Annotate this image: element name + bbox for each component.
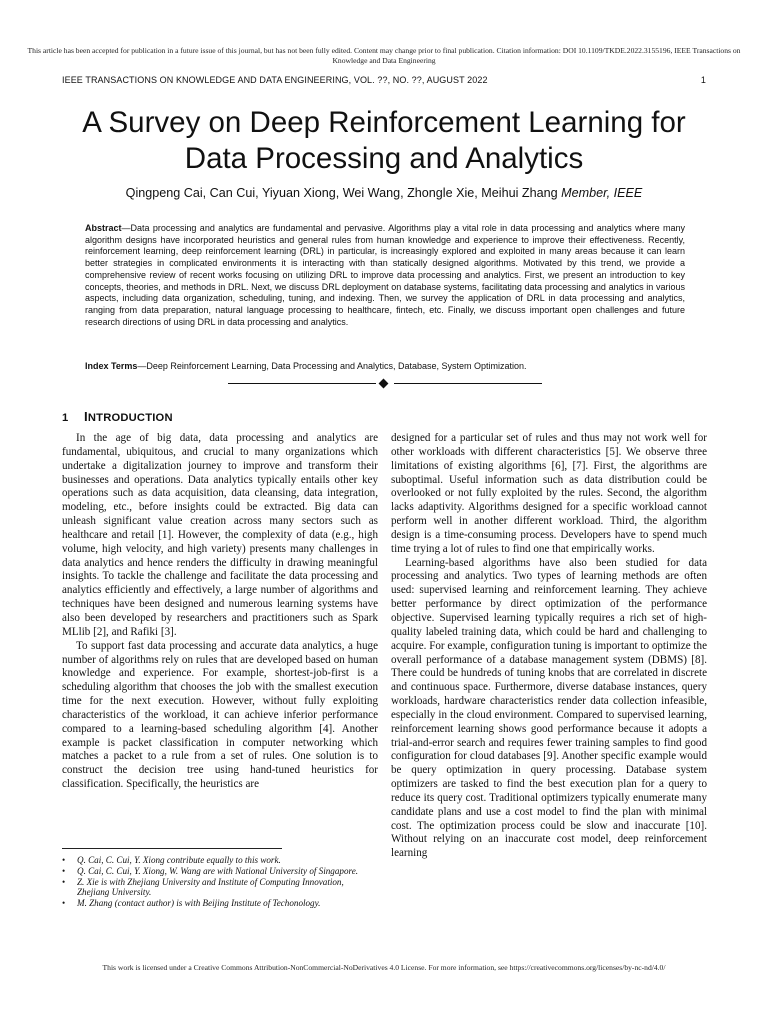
- author-role: Member, IEEE: [561, 186, 643, 200]
- footnote-item: • Z. Xie is with Zhejiang University and Institute of Computing Innovation, Zhejiang University.: [62, 877, 378, 899]
- right-column: [391, 432, 707, 861]
- paragraph: In the age of big data, data processing and analytics are fundamental, ubiquitous, and crucial to many organizations which undertake a digitalization journey to improve and transform their businesses and operations. Data analytics typically entails other key operations such as data acquisition, data cleansing, data integration, modeling, etc., before insights could be extracted. Big data can unleash significant value creation across many sectors such as healthcare and retail [1]. However, the complexity of data (e.g., high volume, high velocity, and high variety) presents many challenges in data analytics and hence renders the difficulty in drawing meaningful insights. To tackle the challenge and facilitate the data processing and analytics efficiently and effectively, a large number of algorithms and techniques have been designed and numerous learning systems have also been developed by researchers and practitioners such as Spark MLlib [2], and Rafiki [3].: [62, 432, 378, 638]
- divider-line-right: [394, 383, 542, 384]
- section-heading: [62, 409, 173, 424]
- title-line-1: A Survey on Deep Reinforcement Learning for: [82, 106, 686, 139]
- footnotes: [62, 855, 378, 909]
- left-column: [62, 432, 378, 792]
- footnote-item: • Q. Cai, C. Cui, Y. Xiong, W. Wang are with National University of Singapore.: [62, 866, 378, 877]
- paper-title: [40, 105, 728, 177]
- page-number: 1: [700, 75, 706, 85]
- paragraph: To support fast data processing and accurate data analytics, a huge number of algorithms rely on rules that are developed based on human knowledge and experience. For example, shortest-job-first is a scheduling algorithm that chooses the job with the smallest execution time for the next execution. However, without fully exploiting characteristics of the workload, it can achieve inferior performance compared to a learning-based scheduling algorithm [4]. Another example is packet classification in computer networking which matches a packet to a rule from a set of rules. One solution is to construct the decision tree using hand-tuned heuristics for classification. Specifically, the heuristics are: [62, 639, 378, 791]
- running-head: [62, 75, 706, 85]
- abstract-text: —Data processing and analytics are fundamental and pervasive. Algorithms play a vital role in data processing and analytics where many algorithm designs have incorporated heuristics and general rules from human knowledge and experience to improve their effectiveness. Recently, reinforcement learning, deep reinforcement learning (DRL) in particular, is increasingly explored and exploited in many areas because it can learn better strategies in complicated environments it is interacting with than statically designed algorithms. Motivated by this trend, we provide a comprehensive review of recent works focusing on utilizing DRL to improve data processing and analytics. First, we present an introduction to key concepts, theories, and methods in DRL. Next, we discuss DRL deployment on database systems, facilitating data processing and analytics in various aspects, including data organization, scheduling, tuning, and indexing. Then, we survey the application of DRL in data processing and analytics, ranging from data preparation, natural language processing to healthcare, fintech, etc. Finally, we discuss important open challenges and future research directions of using DRL in data processing and analytics.: [85, 223, 685, 327]
- diamond-icon: [379, 379, 389, 389]
- index-terms-text: —Deep Reinforcement Learning, Data Processing and Analytics, Database, System Optimization.: [137, 361, 527, 371]
- journal-header: IEEE TRANSACTIONS ON KNOWLEDGE AND DATA ENGINEERING, VOL. ??, NO. ??, AUGUST 2022: [62, 75, 488, 85]
- publication-notice: This article has been accepted for publication in a future issue of this journal, but has not been fully edited. Content may change prior to final publication. Citation information: DOI 10.1109/TKDE.2022.3155196, IEEE Transactions on Knowledge and Data Engineering: [27, 46, 741, 65]
- abstract-label: Abstract: [85, 223, 122, 233]
- footnote-item: • M. Zhang (contact author) is with Beijing Institute of Techonology.: [62, 898, 378, 909]
- section-divider: [228, 377, 542, 391]
- section-title-rest: NTRODUCTION: [87, 412, 173, 424]
- footnote-rule: [62, 848, 282, 849]
- section-number: 1: [62, 412, 69, 424]
- license-notice: This work is licensed under a Creative Commons Attribution-NonCommercial-NoDerivatives 4.0 License. For more information, see https://creativecommons.org/licenses/by-nc-nd/4.0/: [102, 963, 666, 972]
- index-terms-label: Index Terms: [85, 361, 138, 371]
- paragraph: Learning-based algorithms have also been studied for data processing and analytics. Two types of learning methods are often used: supervised learning and reinforcement learning. They achieve better performance by direct optimization of the performance objective. Supervised learning typically requires a rich set of high-quality labeled training data, which could be hard and challenging to acquire. For example, configuration tuning is important to optimize the overall performance of a database management system (DBMS) [8]. There could be hundreds of tuning knobs that are correlated in discrete and continuous space. Furthermore, diverse database instances, query workloads, hardware characteristics render data collection infeasible, especially in the cloud environment. Compared to supervised learning, reinforcement learning shows good performance because it adopts a trial-and-error search and requires fewer training samples to find good configuration for cloud databases [9]. Another specific example would be query optimization in query processing. Database system optimizers are tasked to find the best execution plan for a query to reduce its query cost. Traditional optimizers typically enumerate many candidate plans and use a cost model to find the plan with minimal cost. The optimization process could be slow and inaccurate [10]. Without relying on an inaccurate cost model, deep reinforcement learning: [391, 556, 707, 860]
- title-line-2: Data Processing and Analytics: [184, 142, 584, 175]
- abstract: [85, 223, 685, 328]
- divider-line-left: [228, 383, 376, 384]
- author-names: Qingpeng Cai, Can Cui, Yiyuan Xiong, Wei Wang, Zhongle Xie, Meihui Zhang: [125, 186, 558, 200]
- author-list: [40, 186, 728, 200]
- section-title-initial: I: [84, 409, 88, 424]
- index-terms: [85, 361, 685, 373]
- footnote-item: • Q. Cai, C. Cui, Y. Xiong contribute equally to this work.: [62, 855, 378, 866]
- paragraph: designed for a particular set of rules and thus may not work well for other workloads with different characteristics [5]. We observe three limitations of existing algorithms [6], [7]. First, the algorithms are suboptimal. Useful information such as data distribution could be overlooked or not fully exploited by the rules. Second, the algorithm lacks adaptivity. Algorithms designed for a specific workload cannot perform well in another different workload. Third, the algorithm design is a time-consuming process. Developers have to spend much time trying a lot of rules to find one that empirically works.: [391, 432, 707, 555]
